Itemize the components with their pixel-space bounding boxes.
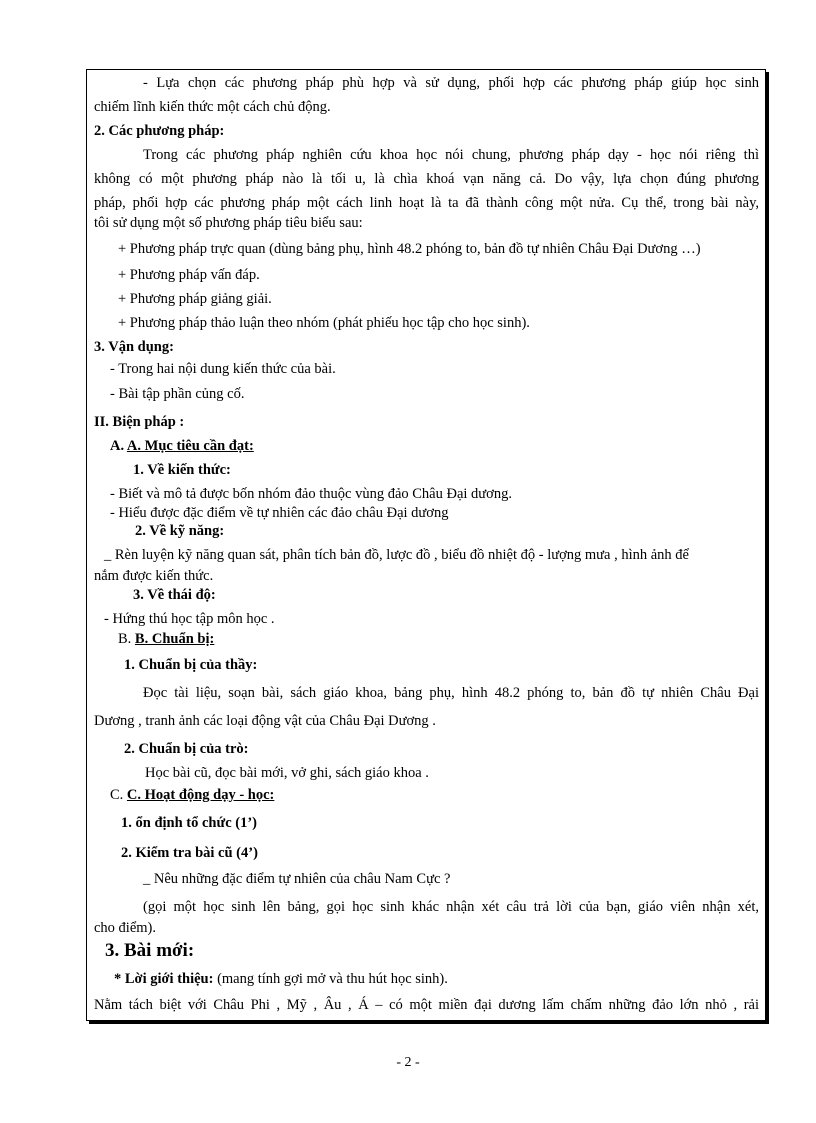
- review-note-line-2: cho điểm).: [94, 920, 157, 936]
- methods-para-line-1: Trong các phương pháp nghiên cứu khoa học nói chung, phương pháp dạy - học nói riêng thì: [143, 147, 759, 163]
- methods-para-line-3: pháp, phối hợp các phương pháp một cách linh hoạt là ta đã thành công một nửa. Cụ thể, trong bài này,: [94, 195, 759, 211]
- knowledge-line-1: - Biết và mô tả được bốn nhóm đảo thuộc vùng đảo Châu Đại dương.: [110, 486, 512, 502]
- review-note-line-1: (gọi một học sinh lên bảng, gọi học sinh khác nhận xét câu trả lời của bạn, giáo viên nhận xét,: [143, 899, 759, 915]
- heading-teacher-prep: 1. Chuẩn bị của thầy:: [124, 657, 258, 673]
- application-line-2: - Bài tập phần củng cố.: [110, 386, 245, 402]
- method-item-qa: + Phương pháp vấn đáp.: [118, 267, 260, 283]
- heading-methods: 2. Các phương pháp:: [94, 123, 225, 139]
- page-number: - 2 -: [396, 1055, 420, 1070]
- heading-objectives: A. A. Mục tiêu cần đạt:: [110, 438, 254, 454]
- knowledge-line-2: - Hiểu được đặc điểm về tự nhiên các đảo châu Đại dương: [110, 505, 449, 521]
- method-item-visual: + Phương pháp trực quan (dùng bảng phụ, hình 48.2 phóng to, bản đồ tự nhiên Châu Đại Dương …): [118, 241, 701, 257]
- objective-line-2: chiếm lĩnh kiến thức một cách chủ động.: [94, 99, 331, 115]
- heading-review: 2. Kiểm tra bài cũ (4’): [121, 845, 258, 861]
- heading-organize: 1. ổn định tổ chức (1’): [121, 815, 257, 831]
- heading-activities: C. C. Hoạt động dạy - học:: [110, 787, 275, 803]
- introduction-text: (mang tính gợi mở và thu hút học sinh).: [213, 971, 448, 987]
- attitude-line-1: - Hứng thú học tập môn học .: [104, 611, 275, 627]
- methods-para-line-4: tôi sử dụng một số phương pháp tiêu biểu sau:: [94, 215, 363, 231]
- heading-preparation-text: B. Chuẩn bị:: [134, 631, 215, 647]
- heading-skills: 2. Về kỹ năng:: [135, 523, 225, 539]
- introduction-line: [114, 970, 448, 988]
- methods-para-line-2: không có một phương pháp nào là tối u, là chìa khoá vạn năng cả. Do vậy, lựa chọn đúng phương: [94, 171, 759, 187]
- heading-knowledge: 1. Về kiến thức:: [133, 462, 231, 478]
- review-question: _ Nêu những đặc điểm tự nhiên của châu Nam Cực ?: [143, 871, 451, 887]
- student-prep-line: Học bài cũ, đọc bài mới, vở ghi, sách giáo khoa .: [145, 765, 429, 781]
- method-item-group: + Phương pháp thảo luận theo nhóm (phát phiếu học tập cho học sinh).: [118, 315, 530, 331]
- heading-student-prep: 2. Chuẩn bị của trò:: [124, 741, 249, 757]
- introduction-label: * Lời giới thiệu:: [114, 971, 214, 987]
- heading-application: 3. Vận dụng:: [94, 339, 174, 355]
- method-item-explain: + Phương pháp giảng giải.: [118, 291, 272, 307]
- skills-line-2: nắm được kiến thức.: [94, 568, 214, 584]
- teacher-prep-line-1: Đọc tài liệu, soạn bài, sách giáo khoa, bảng phụ, hình 48.2 phóng to, bản đồ tự nhiên Châu Đại: [143, 685, 759, 701]
- application-line-1: - Trong hai nội dung kiến thức của bài.: [110, 361, 336, 377]
- heading-new-lesson: 3. Bài mới:: [105, 940, 195, 961]
- heading-attitude: 3. Về thái độ:: [133, 587, 216, 603]
- heading-objectives-text: A. Mục tiêu cần đạt:: [126, 438, 254, 454]
- objective-line-1: - Lựa chọn các phương pháp phù hợp và sử dụng, phối hợp các phương pháp giúp học sinh: [143, 75, 759, 91]
- heading-activities-text: C. Hoạt động dạy - học:: [126, 787, 275, 803]
- teacher-prep-line-2: Dương , tranh ảnh các loại động vật của Châu Đại Dương .: [94, 713, 436, 729]
- skills-line-1: _ Rèn luyện kỹ năng quan sát, phân tích bản đồ, lược đồ , biểu đồ nhiệt độ - lượng mưa , hình ảnh để: [104, 547, 689, 563]
- heading-preparation: B. B. Chuẩn bị:: [118, 631, 215, 647]
- heading-measures: II. Biện pháp :: [94, 414, 185, 430]
- introduction-body-line: Nằm tách biệt với Châu Phi , Mỹ , Âu , Á – có một miền đại dương lấm chấm những đảo lớn nhỏ , rải: [94, 997, 759, 1013]
